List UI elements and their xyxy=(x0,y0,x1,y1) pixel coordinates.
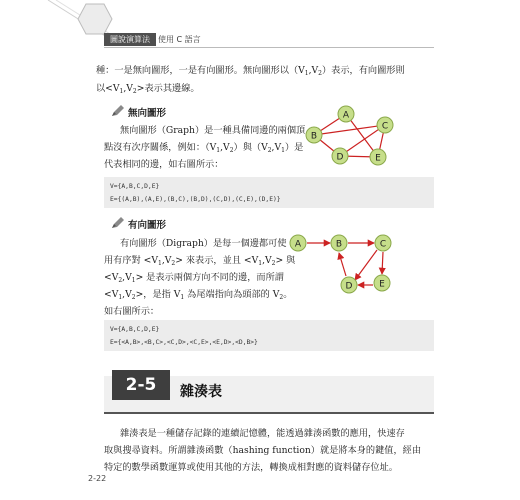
intro-line-2: 以$<V_1,V_2>$表示其邊線。 xyxy=(96,83,200,95)
intro-line-1: 種：一是無向圖形，一是有向圖形。無向圖形以$(V_1,V_2)$表示，有向圖形則 xyxy=(96,65,405,77)
chapter-tag: 圖說演算法 xyxy=(104,33,156,46)
undirected-code-line-2: E={(A,B),(A,E),(B,C),(B,D),(C,D),(C,E),(D,E)} xyxy=(110,196,281,203)
edge-b-c xyxy=(314,125,385,135)
undirected-graph xyxy=(298,102,403,172)
section-line-3: 特定的數學函數運算或使用其他的方法，轉換成相對應的資料儲存位址。 xyxy=(104,462,398,473)
arrow-d-b xyxy=(339,253,346,276)
pen-icon xyxy=(110,104,126,118)
node-e-label: E xyxy=(375,153,381,164)
node-e-label: E xyxy=(379,279,385,290)
header-subtitle: 使用 C 語言 xyxy=(158,35,201,44)
node-b-label: B xyxy=(310,131,318,142)
directed-line-5: 如右圖所示： xyxy=(104,306,160,317)
node-a-label: A xyxy=(294,239,302,250)
pen-icon xyxy=(110,216,126,230)
directed-code-line-1: V={A,B,C,D,E} xyxy=(110,326,160,333)
node-d-label: D xyxy=(345,281,353,292)
node-c-label: C xyxy=(381,121,389,132)
directed-code-line-2: E={<A,B>,<B,C>,<C,D>,<C,E>,<E,D>,<D,B>} xyxy=(110,339,258,346)
undirected-line-3: 代表相同的邊，如右圖所示： xyxy=(104,159,224,170)
section-number: 2-5 xyxy=(112,370,170,400)
section-line-1: 雜湊表是一種儲存記錄的連續記憶體，能透過雜湊函數的應用，快速存 xyxy=(120,428,405,439)
node-c-label: C xyxy=(379,239,387,250)
undirected-code-block xyxy=(104,177,434,208)
directed-heading: 有向圖形 xyxy=(128,220,167,231)
undirected-line-2: 點沒有次序關係，例如：$(V_1,V_2)$與$(V_2,V_1)$是 xyxy=(104,142,304,154)
node-a-label: A xyxy=(342,110,350,121)
directed-line-3: $<V_2,V_1>$ 是表示兩個方向不同的邊，而所謂 xyxy=(104,272,284,284)
corner-decoration xyxy=(0,0,130,60)
directed-line-4: $<V_1,V_2>$，是指 $V_1$ 為尾端指向為頭部的 $V_2$。 xyxy=(104,289,293,301)
section-line-2: 取與搜尋資料。所謂雜湊函數（hashing function）就是將本身的鍵值，經由 xyxy=(104,445,422,456)
page-number: 2-22 xyxy=(88,474,107,483)
node-b-label: B xyxy=(335,239,343,250)
arrow-c-e xyxy=(382,252,383,274)
directed-code-block xyxy=(104,320,434,351)
undirected-line-1: 無向圖形（Graph）是一種具備同邊的兩個頂 xyxy=(120,125,306,136)
directed-line-2: 用有序對 $<V_1,V_2>$ 來表示，並且 $<V_1,V_2>$ 與 xyxy=(104,255,296,267)
directed-line-1: 有向圖形（Digraph）是每一個邊都可使 xyxy=(120,238,287,249)
header-divider xyxy=(104,47,434,48)
node-d-label: D xyxy=(336,152,344,163)
directed-graph xyxy=(284,230,409,300)
arrow-c-d xyxy=(355,250,377,280)
section-title: 雜湊表 xyxy=(180,384,222,400)
undirected-heading: 無向圖形 xyxy=(128,108,167,119)
undirected-code-line-1: V={A,B,C,D,E} xyxy=(110,183,160,190)
